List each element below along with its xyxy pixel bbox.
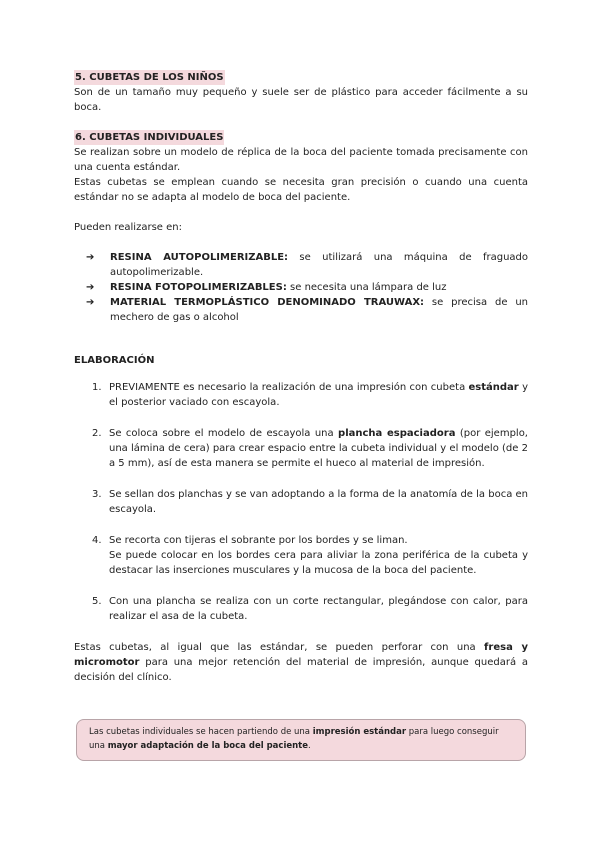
section-6 — [74, 130, 528, 325]
materials-list — [86, 250, 528, 325]
material-name: RESINA AUTOPOLIMERIZABLE: — [110, 252, 289, 263]
arrow-icon: ➔ — [86, 252, 95, 263]
note-bold: impresión estándar — [312, 727, 407, 737]
material-item — [86, 280, 528, 295]
material-name: MATERIAL TERMOPLÁSTICO DENOMINADO TRAUWAX: — [110, 297, 425, 308]
step-text: Se recorta con tijeras el sobrante por los bordes y se liman. — [109, 535, 408, 546]
step-number: 4. — [92, 535, 102, 546]
step-text: Se coloca sobre el modelo de escayola una — [109, 428, 339, 439]
section-5 — [74, 70, 528, 115]
section-6-p1: Se realizan sobre un modelo de réplica de la boca del paciente tomada precisamente con una cuenta estándar. — [74, 147, 528, 173]
step-text: (por ejemplo, una lámina de cera) para crear espacio entre la cubeta individual y el modelo (de 2 a 5 mm), así de esta manera se permite el hueco al material de impresión. — [109, 428, 528, 469]
step-number: 2. — [92, 428, 102, 439]
material-item — [86, 250, 528, 280]
closing-text: para una mejor retención del material de impresión, aunque quedará a decisión del clínico. — [74, 657, 528, 683]
note-bold: mayor adaptación de la boca del paciente — [107, 741, 309, 751]
section-6-title: 6. CUBETAS INDIVIDUALES — [75, 132, 224, 143]
step-item — [92, 380, 528, 410]
step-number: 1. — [92, 382, 102, 393]
elaboracion-title: ELABORACIÓN — [74, 355, 155, 366]
closing-text: Estas cubetas, al igual que las estándar, se pueden perforar con una — [74, 642, 485, 653]
step-item — [92, 533, 528, 578]
note-text: para luego conseguir una — [89, 727, 499, 751]
elaboracion-section — [74, 353, 528, 685]
summary-note-box — [76, 719, 526, 761]
step-item — [92, 487, 528, 517]
step-text: Se sellan dos planchas y se van adoptando a la forma de la anatomía de la boca en escayola. — [109, 489, 528, 515]
closing-bold: fresa y micromotor — [74, 642, 528, 668]
note-text: . — [308, 741, 311, 751]
section-6-p2: Estas cubetas se emplean cuando se necesita gran precisión o cuando una cuenta estándar no se adapta al modelo de boca del paciente. — [74, 177, 528, 203]
section-6-intro: Pueden realizarse en: — [74, 222, 182, 233]
document-page — [74, 70, 528, 685]
material-item — [86, 295, 528, 325]
steps-list — [92, 380, 528, 624]
material-desc: se utilizará una máquina de fraguado autopolimerizable. — [110, 252, 529, 278]
section-5-title: 5. CUBETAS DE LOS NIÑOS — [75, 72, 224, 83]
step-text: Con una plancha se realiza con un corte rectangular, plegándose con calor, para realizar el asa de la cubeta. — [109, 596, 528, 622]
material-name: RESINA FOTOPOLIMERIZABLES: — [110, 282, 287, 293]
material-desc: se necesita una lámpara de luz — [286, 282, 447, 293]
material-desc: se precisa de un mechero de gas o alcohol — [110, 297, 528, 323]
note-text: Las cubetas individuales se hacen partiendo de una — [89, 727, 313, 737]
step-item — [92, 426, 528, 471]
step-text: y el posterior vaciado con escayola. — [109, 382, 528, 408]
step-text: Se puede colocar en los bordes cera para aliviar la zona periférica de la cubeta y destacar las inserciones musculares y la mucosa de la boca del paciente. — [109, 550, 528, 576]
closing-paragraph — [74, 640, 528, 685]
section-5-text: Son de un tamaño muy pequeño y suele ser de plástico para acceder fácilmente a su boca. — [74, 87, 528, 113]
step-number: 5. — [92, 596, 102, 607]
step-bold: plancha espaciadora — [338, 428, 456, 439]
step-text: PREVIAMENTE es necesario la realización de una impresión con cubeta — [109, 382, 469, 393]
step-number: 3. — [92, 489, 102, 500]
step-bold: estándar — [468, 382, 519, 393]
arrow-icon: ➔ — [86, 282, 95, 293]
step-item — [92, 594, 528, 624]
arrow-icon: ➔ — [86, 297, 95, 308]
